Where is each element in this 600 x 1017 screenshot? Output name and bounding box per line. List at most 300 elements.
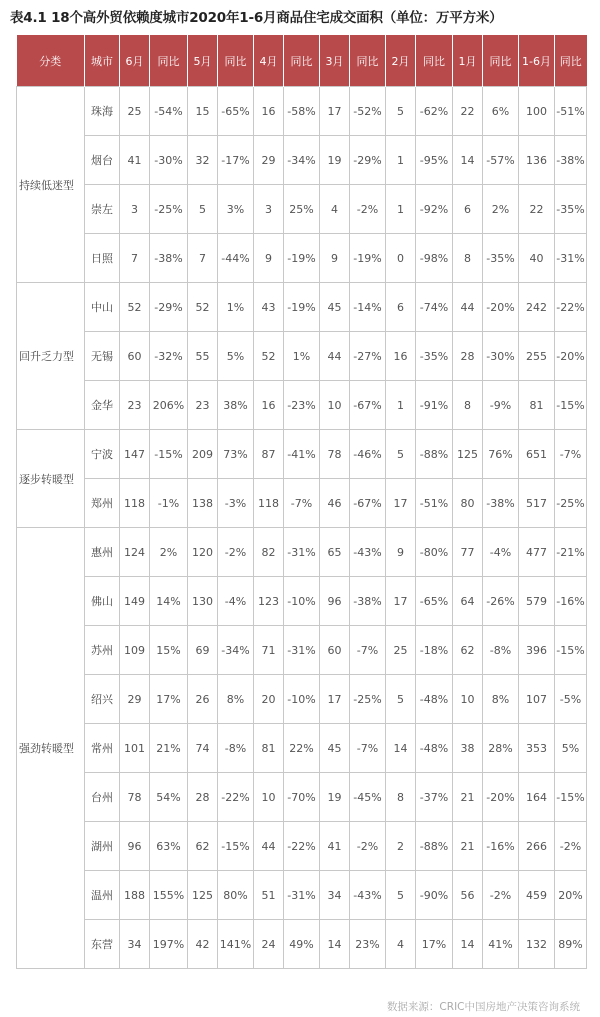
value-cell: -25%	[555, 479, 587, 528]
value-cell: -95%	[416, 136, 453, 185]
header-cell: 同比	[483, 35, 519, 87]
value-cell: 74	[188, 724, 218, 773]
city-cell: 湖州	[85, 822, 120, 871]
city-cell: 苏州	[85, 626, 120, 675]
table-row	[17, 871, 587, 920]
value-cell: -67%	[350, 381, 386, 430]
table-row	[17, 234, 587, 283]
header-cell: 同比	[416, 35, 453, 87]
value-cell: 3	[254, 185, 284, 234]
value-cell: 2%	[483, 185, 519, 234]
value-cell: -25%	[150, 185, 188, 234]
value-cell: 1%	[218, 283, 254, 332]
value-cell: -2%	[555, 822, 587, 871]
table-row	[17, 430, 587, 479]
value-cell: 44	[320, 332, 350, 381]
value-cell: 49%	[284, 920, 320, 969]
value-cell: 6	[386, 283, 416, 332]
value-cell: -5%	[555, 675, 587, 724]
value-cell: 25%	[284, 185, 320, 234]
value-cell: 1	[386, 136, 416, 185]
header-cell: 2月	[386, 35, 416, 87]
city-cell: 宁波	[85, 430, 120, 479]
value-cell: -26%	[483, 577, 519, 626]
category-cell: 强劲转暖型	[17, 528, 85, 969]
city-cell: 佛山	[85, 577, 120, 626]
value-cell: -18%	[416, 626, 453, 675]
value-cell: 34	[320, 871, 350, 920]
city-cell: 常州	[85, 724, 120, 773]
sales-area-table	[16, 35, 587, 969]
value-cell: 42	[188, 920, 218, 969]
value-cell: 14	[386, 724, 416, 773]
category-cell: 逐步转暖型	[17, 430, 85, 528]
value-cell: 107	[519, 675, 555, 724]
value-cell: -44%	[218, 234, 254, 283]
value-cell: 22	[453, 87, 483, 136]
value-cell: 141%	[218, 920, 254, 969]
value-cell: -38%	[555, 136, 587, 185]
value-cell: -52%	[350, 87, 386, 136]
city-cell: 日照	[85, 234, 120, 283]
city-cell: 东营	[85, 920, 120, 969]
value-cell: 96	[120, 822, 150, 871]
value-cell: 81	[519, 381, 555, 430]
value-cell: 7	[120, 234, 150, 283]
value-cell: -88%	[416, 430, 453, 479]
table-body	[17, 87, 587, 969]
value-cell: 7	[188, 234, 218, 283]
value-cell: 29	[254, 136, 284, 185]
value-cell: 26	[188, 675, 218, 724]
value-cell: -19%	[350, 234, 386, 283]
city-cell: 珠海	[85, 87, 120, 136]
value-cell: 22%	[284, 724, 320, 773]
value-cell: -2%	[350, 822, 386, 871]
table-row	[17, 332, 587, 381]
value-cell: 16	[254, 87, 284, 136]
value-cell: -15%	[150, 430, 188, 479]
value-cell: 4	[320, 185, 350, 234]
value-cell: -48%	[416, 724, 453, 773]
value-cell: 9	[254, 234, 284, 283]
value-cell: 56	[453, 871, 483, 920]
value-cell: 17	[320, 87, 350, 136]
value-cell: 147	[120, 430, 150, 479]
value-cell: -17%	[218, 136, 254, 185]
value-cell: -58%	[284, 87, 320, 136]
header-cell: 6月	[120, 35, 150, 87]
value-cell: -80%	[416, 528, 453, 577]
value-cell: 22	[519, 185, 555, 234]
value-cell: 2%	[150, 528, 188, 577]
value-cell: 82	[254, 528, 284, 577]
value-cell: 62	[453, 626, 483, 675]
value-cell: 19	[320, 136, 350, 185]
value-cell: -34%	[284, 136, 320, 185]
value-cell: 20%	[555, 871, 587, 920]
table-row	[17, 381, 587, 430]
source-note: 数据来源：CRIC中国房地产决策咨询系统	[386, 1001, 580, 1013]
value-cell: -43%	[350, 528, 386, 577]
value-cell: -15%	[218, 822, 254, 871]
value-cell: 5	[386, 675, 416, 724]
value-cell: 132	[519, 920, 555, 969]
value-cell: -10%	[284, 675, 320, 724]
value-cell: -31%	[284, 528, 320, 577]
value-cell: 517	[519, 479, 555, 528]
value-cell: 69	[188, 626, 218, 675]
value-cell: -43%	[350, 871, 386, 920]
value-cell: 28%	[483, 724, 519, 773]
value-cell: -7%	[350, 724, 386, 773]
value-cell: 41%	[483, 920, 519, 969]
value-cell: 1	[386, 381, 416, 430]
value-cell: 43	[254, 283, 284, 332]
value-cell: 209	[188, 430, 218, 479]
value-cell: 477	[519, 528, 555, 577]
value-cell: 23	[120, 381, 150, 430]
value-cell: -30%	[483, 332, 519, 381]
value-cell: 73%	[218, 430, 254, 479]
value-cell: 8	[453, 234, 483, 283]
value-cell: 4	[386, 920, 416, 969]
category-cell: 回升乏力型	[17, 283, 85, 430]
value-cell: -74%	[416, 283, 453, 332]
header-cell: 1-6月	[519, 35, 555, 87]
value-cell: 16	[254, 381, 284, 430]
value-cell: 52	[188, 283, 218, 332]
header-cell: 同比	[150, 35, 188, 87]
value-cell: 130	[188, 577, 218, 626]
value-cell: 9	[386, 528, 416, 577]
table-row	[17, 626, 587, 675]
table-row	[17, 528, 587, 577]
value-cell: 17	[386, 479, 416, 528]
table-row	[17, 136, 587, 185]
value-cell: 21	[453, 773, 483, 822]
city-cell: 无锡	[85, 332, 120, 381]
value-cell: 651	[519, 430, 555, 479]
value-cell: 5%	[218, 332, 254, 381]
value-cell: -2%	[218, 528, 254, 577]
value-cell: 28	[453, 332, 483, 381]
value-cell: -8%	[218, 724, 254, 773]
value-cell: 38%	[218, 381, 254, 430]
value-cell: 14%	[150, 577, 188, 626]
city-cell: 烟台	[85, 136, 120, 185]
header-cell: 同比	[555, 35, 587, 87]
value-cell: 101	[120, 724, 150, 773]
value-cell: 65	[320, 528, 350, 577]
value-cell: -19%	[284, 283, 320, 332]
value-cell: 1%	[284, 332, 320, 381]
value-cell: 2	[386, 822, 416, 871]
value-cell: 52	[254, 332, 284, 381]
value-cell: -10%	[284, 577, 320, 626]
value-cell: 80	[453, 479, 483, 528]
value-cell: -46%	[350, 430, 386, 479]
value-cell: -27%	[350, 332, 386, 381]
header-cell: 1月	[453, 35, 483, 87]
value-cell: -20%	[483, 773, 519, 822]
value-cell: 77	[453, 528, 483, 577]
value-cell: -7%	[350, 626, 386, 675]
table-row	[17, 283, 587, 332]
value-cell: -37%	[416, 773, 453, 822]
table-row	[17, 920, 587, 969]
table-row	[17, 185, 587, 234]
value-cell: 353	[519, 724, 555, 773]
value-cell: 54%	[150, 773, 188, 822]
value-cell: 16	[386, 332, 416, 381]
value-cell: 579	[519, 577, 555, 626]
value-cell: -51%	[416, 479, 453, 528]
value-cell: -45%	[350, 773, 386, 822]
value-cell: -65%	[218, 87, 254, 136]
value-cell: -20%	[555, 332, 587, 381]
header-cell: 4月	[254, 35, 284, 87]
value-cell: 459	[519, 871, 555, 920]
value-cell: 76%	[483, 430, 519, 479]
value-cell: 55	[188, 332, 218, 381]
value-cell: -20%	[483, 283, 519, 332]
value-cell: -70%	[284, 773, 320, 822]
value-cell: 5	[188, 185, 218, 234]
value-cell: 5%	[555, 724, 587, 773]
value-cell: 8%	[218, 675, 254, 724]
header-cell: 分类	[17, 35, 85, 87]
value-cell: 41	[120, 136, 150, 185]
value-cell: 17%	[416, 920, 453, 969]
value-cell: 9	[320, 234, 350, 283]
value-cell: 40	[519, 234, 555, 283]
city-cell: 绍兴	[85, 675, 120, 724]
value-cell: 25	[386, 626, 416, 675]
value-cell: -16%	[483, 822, 519, 871]
value-cell: 24	[254, 920, 284, 969]
value-cell: 125	[188, 871, 218, 920]
value-cell: 45	[320, 283, 350, 332]
value-cell: 78	[320, 430, 350, 479]
value-cell: -7%	[555, 430, 587, 479]
city-cell: 温州	[85, 871, 120, 920]
value-cell: 6	[453, 185, 483, 234]
value-cell: 123	[254, 577, 284, 626]
value-cell: -22%	[284, 822, 320, 871]
value-cell: 21	[453, 822, 483, 871]
value-cell: 44	[254, 822, 284, 871]
value-cell: 60	[320, 626, 350, 675]
table-row	[17, 87, 587, 136]
value-cell: 8	[386, 773, 416, 822]
value-cell: 23%	[350, 920, 386, 969]
value-cell: 14	[453, 920, 483, 969]
header-cell: 5月	[188, 35, 218, 87]
value-cell: 15	[188, 87, 218, 136]
value-cell: 41	[320, 822, 350, 871]
value-cell: 5	[386, 871, 416, 920]
header-cell: 同比	[218, 35, 254, 87]
value-cell: 136	[519, 136, 555, 185]
value-cell: 138	[188, 479, 218, 528]
table-row	[17, 479, 587, 528]
value-cell: 242	[519, 283, 555, 332]
value-cell: 5	[386, 430, 416, 479]
value-cell: 17	[386, 577, 416, 626]
value-cell: 188	[120, 871, 150, 920]
header-cell: 同比	[350, 35, 386, 87]
value-cell: -4%	[483, 528, 519, 577]
value-cell: -38%	[483, 479, 519, 528]
value-cell: -9%	[483, 381, 519, 430]
value-cell: -3%	[218, 479, 254, 528]
value-cell: -1%	[150, 479, 188, 528]
value-cell: 46	[320, 479, 350, 528]
header-cell: 同比	[284, 35, 320, 87]
value-cell: 0	[386, 234, 416, 283]
header-cell: 3月	[320, 35, 350, 87]
value-cell: -92%	[416, 185, 453, 234]
value-cell: 118	[254, 479, 284, 528]
value-cell: 87	[254, 430, 284, 479]
value-cell: 1	[386, 185, 416, 234]
value-cell: 396	[519, 626, 555, 675]
value-cell: 34	[120, 920, 150, 969]
city-cell: 中山	[85, 283, 120, 332]
value-cell: -16%	[555, 577, 587, 626]
value-cell: 51	[254, 871, 284, 920]
value-cell: 109	[120, 626, 150, 675]
value-cell: 21%	[150, 724, 188, 773]
value-cell: -57%	[483, 136, 519, 185]
value-cell: 17	[320, 675, 350, 724]
value-cell: 255	[519, 332, 555, 381]
city-cell: 惠州	[85, 528, 120, 577]
value-cell: -31%	[284, 626, 320, 675]
value-cell: -51%	[555, 87, 587, 136]
value-cell: 3%	[218, 185, 254, 234]
value-cell: 60	[120, 332, 150, 381]
table-row	[17, 773, 587, 822]
value-cell: -7%	[284, 479, 320, 528]
value-cell: 164	[519, 773, 555, 822]
table-row	[17, 724, 587, 773]
value-cell: -32%	[150, 332, 188, 381]
value-cell: 52	[120, 283, 150, 332]
value-cell: 80%	[218, 871, 254, 920]
value-cell: 125	[453, 430, 483, 479]
value-cell: 10	[254, 773, 284, 822]
value-cell: -19%	[284, 234, 320, 283]
value-cell: -34%	[218, 626, 254, 675]
value-cell: 6%	[483, 87, 519, 136]
value-cell: -35%	[483, 234, 519, 283]
category-cell: 持续低迷型	[17, 87, 85, 283]
value-cell: -29%	[350, 136, 386, 185]
value-cell: 20	[254, 675, 284, 724]
value-cell: 5	[386, 87, 416, 136]
value-cell: 38	[453, 724, 483, 773]
value-cell: -22%	[555, 283, 587, 332]
value-cell: 81	[254, 724, 284, 773]
value-cell: 96	[320, 577, 350, 626]
city-cell: 崇左	[85, 185, 120, 234]
city-cell: 郑州	[85, 479, 120, 528]
table-row	[17, 675, 587, 724]
value-cell: -98%	[416, 234, 453, 283]
value-cell: -21%	[555, 528, 587, 577]
value-cell: 10	[320, 381, 350, 430]
value-cell: 3	[120, 185, 150, 234]
value-cell: -90%	[416, 871, 453, 920]
value-cell: 118	[120, 479, 150, 528]
value-cell: 29	[120, 675, 150, 724]
value-cell: 28	[188, 773, 218, 822]
value-cell: 124	[120, 528, 150, 577]
value-cell: 32	[188, 136, 218, 185]
value-cell: 197%	[150, 920, 188, 969]
value-cell: -14%	[350, 283, 386, 332]
value-cell: -48%	[416, 675, 453, 724]
value-cell: 8	[453, 381, 483, 430]
value-cell: 71	[254, 626, 284, 675]
value-cell: 10	[453, 675, 483, 724]
value-cell: -23%	[284, 381, 320, 430]
header-cell: 城市	[85, 35, 120, 87]
value-cell: 15%	[150, 626, 188, 675]
value-cell: -35%	[555, 185, 587, 234]
value-cell: 44	[453, 283, 483, 332]
value-cell: 149	[120, 577, 150, 626]
value-cell: 63%	[150, 822, 188, 871]
table-title: 表4.1 18个高外贸依赖度城市2020年1-6月商品住宅成交面积（单位：万平方米）	[10, 10, 503, 26]
value-cell: -2%	[350, 185, 386, 234]
value-cell: -8%	[483, 626, 519, 675]
value-cell: 23	[188, 381, 218, 430]
value-cell: -38%	[150, 234, 188, 283]
value-cell: 14	[320, 920, 350, 969]
value-cell: -15%	[555, 773, 587, 822]
value-cell: 64	[453, 577, 483, 626]
value-cell: 45	[320, 724, 350, 773]
value-cell: -65%	[416, 577, 453, 626]
value-cell: -4%	[218, 577, 254, 626]
value-cell: 8%	[483, 675, 519, 724]
value-cell: 206%	[150, 381, 188, 430]
value-cell: 100	[519, 87, 555, 136]
value-cell: 120	[188, 528, 218, 577]
city-cell: 金华	[85, 381, 120, 430]
value-cell: -54%	[150, 87, 188, 136]
value-cell: -88%	[416, 822, 453, 871]
value-cell: 266	[519, 822, 555, 871]
value-cell: -29%	[150, 283, 188, 332]
table-row	[17, 822, 587, 871]
table-row	[17, 577, 587, 626]
value-cell: 78	[120, 773, 150, 822]
value-cell: -22%	[218, 773, 254, 822]
value-cell: -41%	[284, 430, 320, 479]
value-cell: -91%	[416, 381, 453, 430]
value-cell: -31%	[555, 234, 587, 283]
value-cell: -2%	[483, 871, 519, 920]
value-cell: 62	[188, 822, 218, 871]
value-cell: -35%	[416, 332, 453, 381]
value-cell: 25	[120, 87, 150, 136]
value-cell: -67%	[350, 479, 386, 528]
value-cell: 14	[453, 136, 483, 185]
